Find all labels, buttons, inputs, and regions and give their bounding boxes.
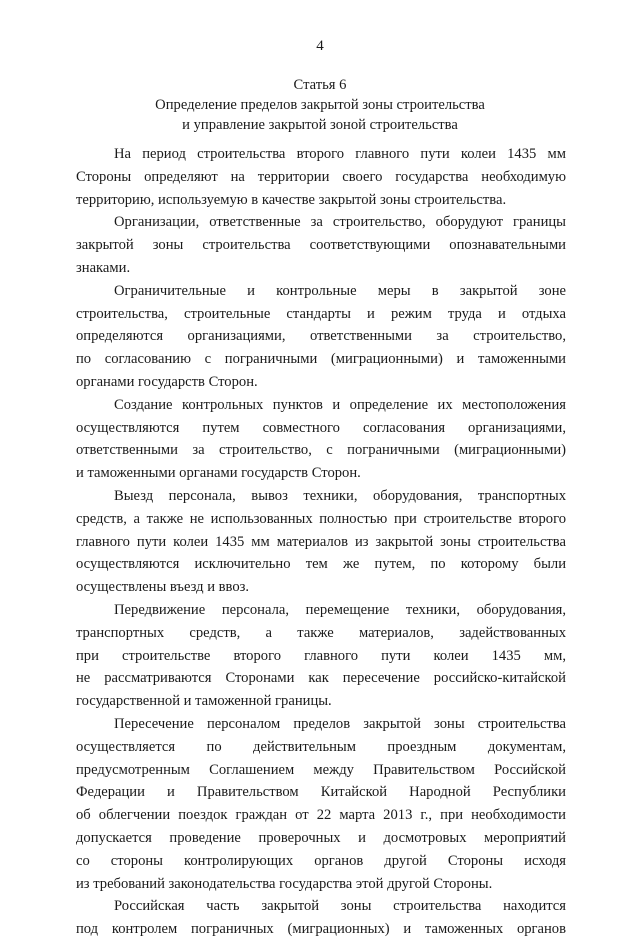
paragraph-line: Выезд персонала, вывоз техники, оборудования, транспортных xyxy=(114,487,566,504)
paragraph-line: Федерации и Правительством Китайской Народной Республики xyxy=(76,784,566,801)
paragraph-line: территорию, используемую в качестве закрытой зоны строительства. xyxy=(76,191,507,208)
paragraph-line: главного пути колеи 1435 мм материалов из закрытой зоны строительства xyxy=(76,533,566,550)
paragraph-line: осуществлены въезд и ввоз. xyxy=(76,579,250,596)
paragraph-line: осуществляются исключительно тем же путем, по которому были xyxy=(76,556,566,573)
paragraph-line: по согласованию с пограничными (миграционными) и таможенными xyxy=(76,351,566,368)
paragraph-line: осуществляется по действительным проездным документам, xyxy=(76,738,566,755)
paragraph-line: осуществляются путем совместного согласования организациями, xyxy=(76,419,566,436)
paragraph xyxy=(76,394,566,485)
paragraph-line: определяются организациями, ответственными за строительство, xyxy=(76,328,566,345)
paragraph-line: Пересечение персоналом пределов закрытой зоны строительства xyxy=(114,715,566,732)
paragraph-line: средств, а также не использованных полностью при строительстве второго xyxy=(76,510,566,527)
article-title-line: Определение пределов закрытой зоны строительства xyxy=(155,97,485,113)
paragraph-line: и таможенными органами государств Сторон. xyxy=(76,465,361,482)
paragraph xyxy=(76,211,566,279)
paragraph-line: Российская часть закрытой зоны строительства находится xyxy=(114,898,566,915)
paragraph-line: ответственными за строительство, с пограничными (миграционными) xyxy=(76,442,566,459)
paragraph-line: транспортных средств, а также материалов, задействованных xyxy=(76,624,566,641)
article-number: Статья 6 xyxy=(293,77,347,93)
article-heading xyxy=(0,75,640,135)
paragraph-line: из требований законодательства государства этой другой Стороны. xyxy=(76,875,493,892)
paragraph xyxy=(76,895,566,941)
paragraph-line: Создание контрольных пунктов и определение их местоположения xyxy=(114,396,566,413)
page-number: 4 xyxy=(316,38,324,54)
paragraph-line: Организации, ответственные за строительство, оборудуют границы xyxy=(114,214,566,231)
paragraph xyxy=(76,280,566,394)
paragraph xyxy=(76,143,566,211)
paragraph xyxy=(76,713,566,895)
paragraph-line: Стороны определяют на территории своего государства необходимую xyxy=(76,168,566,185)
paragraph-line: На период строительства второго главного пути колеи 1435 мм xyxy=(114,146,566,162)
paragraph-line: строительства, строительные стандарты и режим труда и отдыха xyxy=(76,305,566,322)
paragraph-line: допускается проведение проверочных и досмотровых мероприятий xyxy=(76,829,566,846)
paragraph xyxy=(76,599,566,713)
article-title-line: и управление закрытой зоной строительства xyxy=(182,117,458,133)
paragraph-line: при строительстве второго главного пути колеи 1435 мм, xyxy=(76,647,566,664)
paragraph-line: знаками. xyxy=(76,259,131,276)
paragraph-line: об облегчении поездок граждан от 22 марта 2013 г., при необходимости xyxy=(76,807,566,824)
paragraph-line: органами государств Сторон. xyxy=(76,373,258,390)
paragraph xyxy=(76,485,566,599)
paragraph-line: закрытой зоны строительства соответствующими опознавательными xyxy=(76,237,566,254)
paragraph-line: не рассматриваются Сторонами как пересечение российско-китайской xyxy=(76,670,566,687)
article-body xyxy=(76,143,566,941)
paragraph-line: государственной и таможенной границы. xyxy=(76,693,332,710)
paragraph-line: под контролем пограничных (миграционных) и таможенных органов xyxy=(76,921,566,938)
paragraph-line: со стороны контролирующих органов другой Стороны исходя xyxy=(76,852,566,869)
paragraph-line: Ограничительные и контрольные меры в закрытой зоне xyxy=(114,282,566,299)
paragraph-line: Передвижение персонала, перемещение техники, оборудования, xyxy=(114,601,566,618)
paragraph-line: предусмотренным Соглашением между Правительством Российской xyxy=(76,761,566,778)
